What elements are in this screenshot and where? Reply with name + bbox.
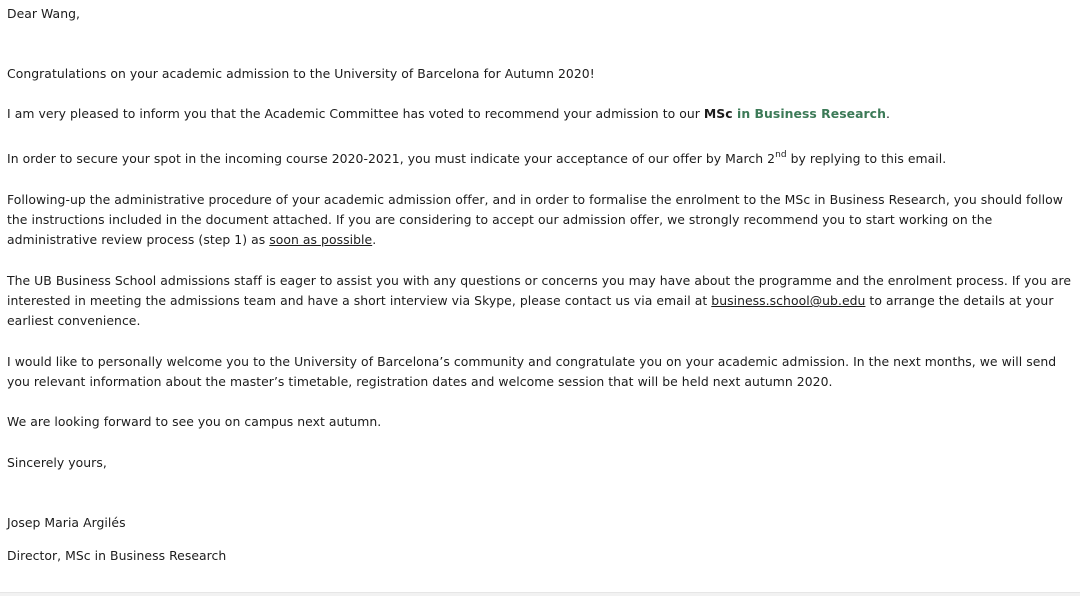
committee-vote-line (7, 104, 890, 124)
procedure-period: . (372, 232, 377, 248)
deadline-text: In order to secure your spot in the incoming course 2020-2021, you must indicate your acceptance of our offer by March 2 (7, 151, 776, 166)
soon-as-possible-link[interactable]: soon as possible (269, 232, 373, 248)
vote-text: I am very pleased to inform you that the Academic Committee has voted to recommend your admission to our (7, 106, 704, 121)
degree-name: MSc (703, 106, 733, 121)
admissions-staff-paragraph (7, 271, 1073, 332)
program-name: in Business Research (732, 106, 886, 121)
deadline-tail: by replying to this email. (786, 151, 947, 166)
email-address-link[interactable]: business.school@ub.edu (711, 293, 866, 309)
deadline-line (7, 149, 946, 169)
procedure-text: Following-up the administrative procedure of your academic admission offer, and in order to formalise the enrolment to the MSc in Business Research, you should follow the instructions included in the document attached. If you are considering to accept our admission offer, we strongly recommend you to start working on the administrative review process (step 1) as (7, 192, 1063, 248)
bottom-divider (0, 592, 1080, 596)
greeting: Dear Wang, (7, 6, 80, 21)
welcome-paragraph: I would like to personally welcome you to the University of Barcelona’s community and congratulate you on your academic admission. In the next months, we will send you relevant information about the master’s timetable, registration dates and welcome session that will be held next autumn 2020. (7, 354, 1057, 390)
vote-period: . (885, 106, 890, 121)
congratulations-line: Congratulations on your academic admission to the University of Barcelona for Autumn 2020! (7, 66, 595, 81)
staff-text: The UB Business School admissions staff is eager to assist you with any questions or concerns you may have about the programme and the enrolment process. If you are interested in meeting the admissions team and have a short interview via Skype, please contact us via email at (7, 273, 1072, 309)
staff-tail: to arrange the details at your earliest convenience. (7, 293, 1054, 329)
date-ordinal-suffix: nd (775, 149, 787, 160)
looking-forward-line: We are looking forward to see you on campus next autumn. (7, 414, 382, 429)
procedure-paragraph (7, 190, 1073, 251)
signature-title: Director, MSc in Business Research (7, 548, 227, 563)
sign-off: Sincerely yours, (7, 455, 107, 470)
signature-name: Josep Maria Argilés (7, 515, 126, 530)
